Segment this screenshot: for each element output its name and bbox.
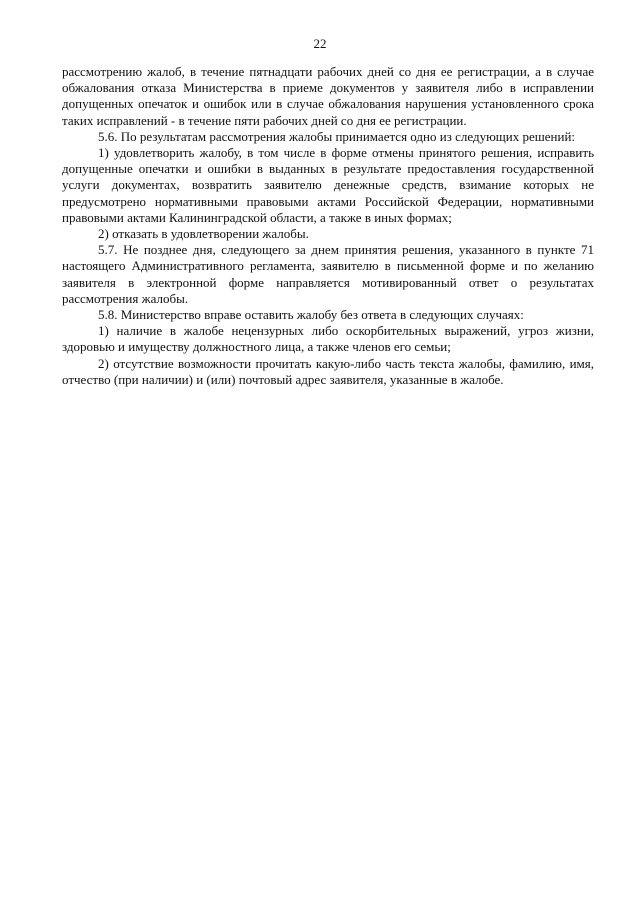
- document-body: [62, 64, 594, 388]
- paragraph-5-8: 5.8. Министерство вправе оставить жалобу без ответа в следующих случаях:: [98, 307, 524, 323]
- paragraph-5-8-item-2: 2) отсутствие возможности прочитать какую-либо часть текста жалобы, фамилию, имя, отчество (при наличии) и (или) почтовый адрес заявителя, указанные в жалобе.: [62, 355, 594, 387]
- paragraph-continuation: рассмотрению жалоб, в течение пятнадцати рабочих дней со дня ее регистрации, а в случае обжалования отказа Министерства в приеме документов у заявителя либо в исправлении допущенных опечаток и ошибок или в случае обжалования нарушения установленного срока таких исправлений - в течение пяти рабочих дней со дня ее регистрации.: [62, 64, 594, 128]
- paragraph-5-8-item-1: 1) наличие в жалобе нецензурных либо оскорбительных выражений, угроз жизни, здоровью и имуществу должностного лица, а также членов его семьи;: [62, 323, 594, 355]
- page-number: 22: [313, 36, 327, 51]
- paragraph-5-6-item-1: 1) удовлетворить жалобу, в том числе в форме отмены принятого решения, исправить допущенные опечатки и ошибки в выданных в результате предоставления государственной услуги документах, возвратить заявителю денежные средств, взимание которых не предусмотрено нормативными правовыми актами Российской Федерации, нормативными правовыми актами Калининградской области, а также в иных формах;: [62, 145, 594, 225]
- paragraph-5-6: 5.6. По результатам рассмотрения жалобы принимается одно из следующих решений:: [98, 128, 576, 144]
- paragraph-5-6-item-2: 2) отказать в удовлетворении жалобы.: [98, 226, 309, 242]
- paragraph-5-7: 5.7. Не позднее дня, следующего за днем принятия решения, указанного в пункте 71 настоящего Административного регламента, заявителю в письменной форме и по желанию заявителя в электронной форме направляется мотивированный ответ о результатах рассмотрения жалобы.: [62, 242, 594, 306]
